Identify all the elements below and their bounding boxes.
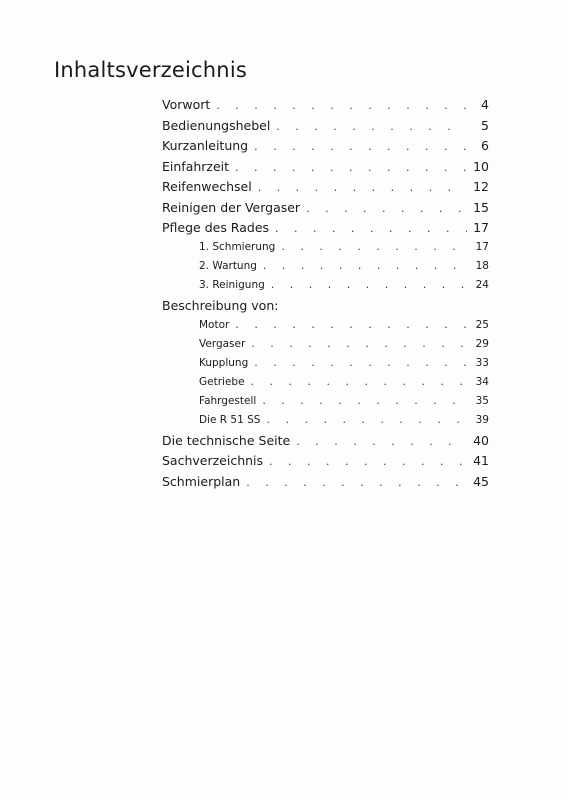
toc-entry-label: Schmierplan <box>162 474 246 489</box>
toc-entry-reinigen-der-vergaser[interactable] <box>162 200 489 220</box>
toc-page-number: 10 <box>467 159 489 174</box>
dot-leader <box>251 375 467 388</box>
toc-subentry-r51ss[interactable] <box>162 413 489 432</box>
dot-leader <box>275 222 467 235</box>
toc-subentry-kupplung[interactable] <box>162 356 489 375</box>
toc-subentry-getriebe[interactable] <box>162 375 489 394</box>
toc-page-number: 45 <box>467 474 489 489</box>
dot-leader <box>271 278 467 291</box>
dot-leader <box>258 181 467 194</box>
toc-page-number: 34 <box>467 376 489 388</box>
toc-page-number: 18 <box>467 260 489 272</box>
toc-page-number: 4 <box>467 97 489 112</box>
toc-entry-schmierplan[interactable] <box>162 474 489 494</box>
dot-leader <box>254 140 467 153</box>
dot-leader <box>266 413 467 426</box>
toc-section-heading-beschreibung <box>162 298 489 318</box>
toc-page-number: 39 <box>467 414 489 426</box>
toc-entry-label: Einfahrzeit <box>162 159 235 174</box>
dot-leader <box>263 259 467 272</box>
dot-leader <box>246 476 467 489</box>
toc-page-number: 17 <box>467 220 489 235</box>
dot-leader <box>216 99 467 112</box>
toc-subentry-fahrgestell[interactable] <box>162 394 489 413</box>
toc-page-number: 15 <box>467 200 489 215</box>
dot-leader <box>306 202 467 215</box>
toc-entry-label: Fahrgestell <box>199 395 262 407</box>
toc-entry-label: Motor <box>199 319 235 331</box>
dot-leader <box>235 161 467 174</box>
toc-entry-label: Reinigen der Vergaser <box>162 200 306 215</box>
dot-leader <box>276 120 467 133</box>
toc-page-number: 35 <box>467 395 489 407</box>
toc-entry-label: Vorwort <box>162 97 216 112</box>
page-title: Inhaltsverzeichnis <box>54 58 247 83</box>
toc-section-label: Beschreibung von: <box>162 297 279 313</box>
toc-entry-technische-seite[interactable] <box>162 433 489 453</box>
toc-page-number: 12 <box>467 179 489 194</box>
toc-page-number: 41 <box>467 453 489 468</box>
toc-page-number: 25 <box>467 319 489 331</box>
dot-leader <box>296 435 467 448</box>
toc-entry-einfahrzeit[interactable] <box>162 159 489 179</box>
dot-leader <box>251 337 467 350</box>
toc-entry-reifenwechsel[interactable] <box>162 179 489 199</box>
dot-leader <box>262 394 467 407</box>
toc-entry-label: Die R 51 SS <box>199 414 266 426</box>
table-of-contents <box>162 96 489 493</box>
toc-subentry-motor[interactable] <box>162 318 489 337</box>
toc-entry-label: Bedienungshebel <box>162 118 276 133</box>
dot-leader <box>269 455 467 468</box>
toc-entry-label: 3. Reinigung <box>199 279 271 291</box>
dot-leader <box>235 318 467 331</box>
toc-entry-pflege-des-rades[interactable] <box>162 220 489 240</box>
toc-entry-label: 2. Wartung <box>199 260 263 272</box>
toc-entry-sachverzeichnis[interactable] <box>162 453 489 473</box>
toc-entry-bedienungshebel[interactable] <box>162 118 489 138</box>
toc-entry-label: Pflege des Rades <box>162 220 275 235</box>
toc-page-number: 33 <box>467 357 489 369</box>
toc-entry-label: Kurzanleitung <box>162 138 254 153</box>
toc-entry-label: Reifenwechsel <box>162 179 258 194</box>
toc-entry-vorwort[interactable] <box>162 97 489 117</box>
toc-subentry-schmierung[interactable] <box>162 240 489 259</box>
toc-entry-label: Sachverzeichnis <box>162 453 269 468</box>
toc-page-number: 24 <box>467 279 489 291</box>
toc-entry-label: Kupplung <box>199 357 254 369</box>
toc-page-number: 5 <box>467 118 489 133</box>
toc-page-number: 17 <box>467 241 489 253</box>
toc-entry-label: 1. Schmierung <box>199 241 281 253</box>
toc-entry-label: Vergaser <box>199 338 251 350</box>
toc-page-number: 6 <box>467 138 489 153</box>
toc-entry-kurzanleitung[interactable] <box>162 138 489 158</box>
toc-entry-label: Die technische Seite <box>162 433 296 448</box>
dot-leader <box>281 240 467 253</box>
toc-page-number: 40 <box>467 433 489 448</box>
toc-page-number: 29 <box>467 338 489 350</box>
toc-subentry-wartung[interactable] <box>162 259 489 278</box>
toc-subentry-reinigung[interactable] <box>162 278 489 297</box>
dot-leader <box>254 356 467 369</box>
toc-subentry-vergaser[interactable] <box>162 337 489 356</box>
toc-entry-label: Getriebe <box>199 376 251 388</box>
